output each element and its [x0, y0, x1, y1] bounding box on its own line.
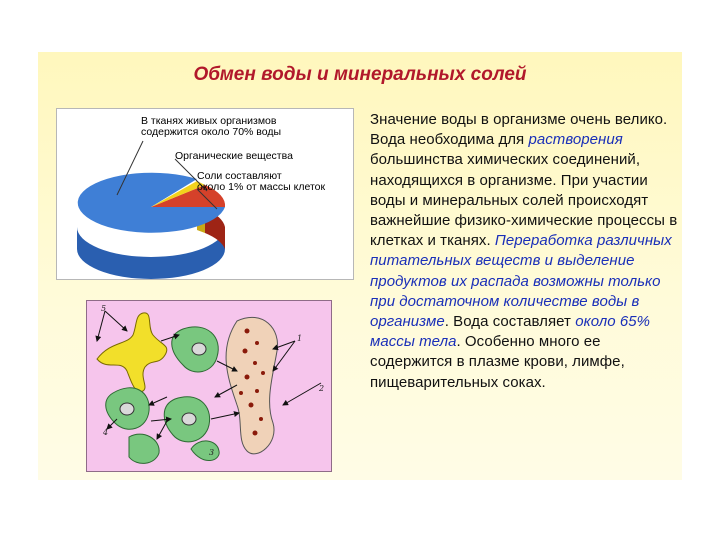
- pie-label-salts: Соли составляют около 1% от массы клеток: [197, 170, 326, 193]
- label-1: 1: [297, 334, 303, 343]
- label-3: 3: [209, 448, 215, 457]
- slide: [38, 52, 682, 480]
- label-2: 2: [319, 384, 325, 393]
- slide-title: Обмен воды и минеральных солей: [193, 64, 527, 85]
- blood-vessel: [226, 317, 278, 453]
- pie-label-organic: Органические вещества: [175, 150, 293, 162]
- label-5: 5: [101, 304, 107, 313]
- text-highlight: Переработка различных питательных веществ и выделение продуктов их распада возможны только при достаточном количестве воды в организме: [370, 232, 672, 331]
- pie-label-water: В тканях живых организмов содержится около 70% воды: [141, 115, 282, 138]
- text-segment: . Вода составляет: [444, 313, 576, 331]
- label-4: 4: [103, 428, 109, 437]
- text-segment: большинства химических соединений, находящихся в организме. При участии воды и минеральных солей происходят важнейшие физико-химические процессы в клетках и тканях.: [370, 151, 678, 250]
- lymph-duct: [97, 313, 167, 392]
- text-segment: . Особенно много ее содержится в плазме крови, лимфе, пищеварительных соках.: [370, 333, 625, 391]
- text-highlight: растворения: [528, 131, 623, 149]
- text-highlight: около 65% массы тела: [370, 313, 651, 351]
- pie-chart-panel: [56, 108, 354, 280]
- pie-water-side: [77, 227, 225, 279]
- cell-diagram: [87, 301, 331, 471]
- text-segment: Значение воды в организме очень велико. Вода необходима для: [370, 111, 668, 149]
- cell-diagram-panel: [86, 300, 332, 472]
- body-text: [370, 110, 680, 393]
